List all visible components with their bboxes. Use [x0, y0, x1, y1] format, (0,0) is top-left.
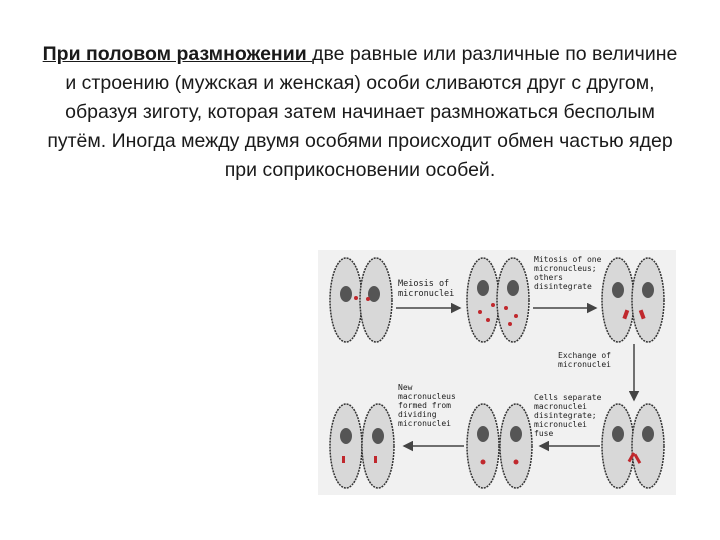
description-paragraph [40, 40, 680, 185]
label-meiosis [398, 279, 454, 299]
svg-text:Mitosis of one: Mitosis of one [534, 255, 602, 264]
svg-text:micronuclei: micronuclei [398, 289, 455, 299]
svg-text:micronuclei: micronuclei [398, 419, 451, 428]
svg-text:formed from: formed from [398, 401, 451, 410]
svg-text:fuse: fuse [534, 429, 554, 438]
svg-text:micronucleus;: micronucleus; [534, 264, 597, 273]
svg-text:Meiosis of: Meiosis of [398, 279, 450, 289]
svg-text:dividing: dividing [398, 410, 437, 419]
svg-text:Exchange of: Exchange of [558, 351, 611, 360]
svg-text:disintegrate: disintegrate [534, 282, 592, 291]
svg-text:micronuclei: micronuclei [534, 420, 587, 429]
paragraph-body: две равные или различные по величине и строению (мужская и женская) особи сливаются друг с другом, образуя зиготу, которая затем начинает размножаться бесполым путём. Иногда между двумя особями происходит обмен частью ядер при соприкосновении особей. [47, 43, 678, 181]
svg-text:New: New [398, 383, 413, 392]
svg-text:macronuclei: macronuclei [534, 402, 587, 411]
svg-text:micronuclei: micronuclei [558, 360, 611, 369]
paramecium-conjugation-diagram [318, 250, 676, 495]
label-exchange [558, 351, 611, 369]
svg-text:Cells separate: Cells separate [534, 393, 602, 402]
svg-text:others: others [534, 273, 563, 282]
paragraph-lead: При половом размножении [42, 43, 313, 65]
svg-text:macronucleus: macronucleus [398, 392, 456, 401]
svg-text:disintegrate;: disintegrate; [534, 411, 597, 420]
